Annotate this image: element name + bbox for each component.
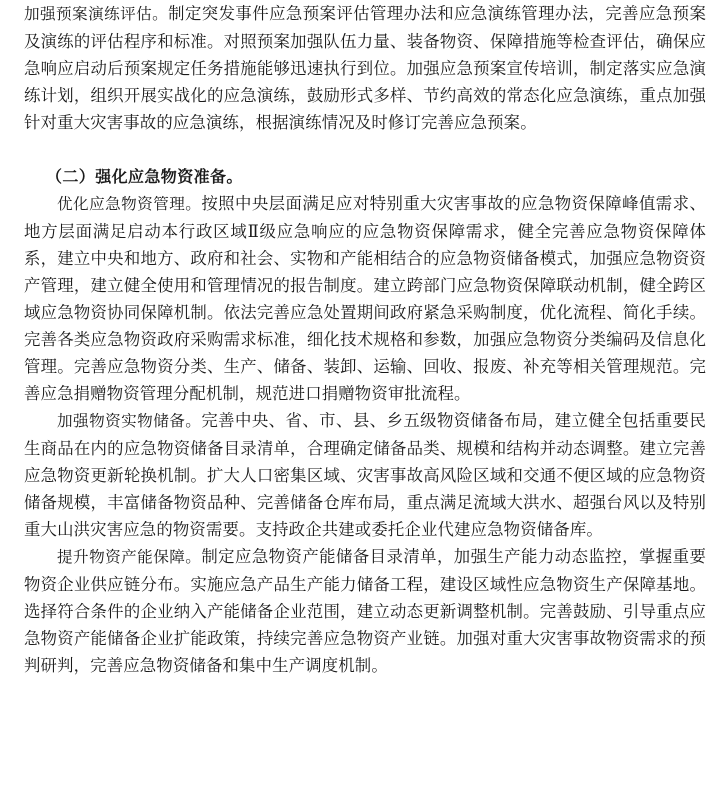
paragraph-capacity-guarantee (24, 543, 706, 679)
paragraph-body: 制定应急物资产能储备目录清单，加强生产能力动态监控，掌握重要物资企业供应链分布。实施应急产品生产能力储备工程，建设区域性应急物资生产保障基地。选择符合条件的企业纳入产能储备企业范围，建立动态更新调整机制。完善鼓励、引导重点应急物资产能储备企业扩能政策，持续完善应急物资产业链。加强对重大灾害事故物资需求的预判研判，完善应急物资储备和集中生产调度机制。 (24, 547, 706, 675)
document-page (24, 0, 706, 679)
paragraph-optimize-materials-management (24, 190, 706, 407)
paragraph-body: 制定突发事件应急预案评估管理办法和应急演练管理办法，完善应急预案及演练的评估程序和标准。对照预案加强队伍力量、装备物资、保障措施等检查评估，确保应急响应启动后预案规定任务措施能够迅速执行到位。加强应急预案宣传培训，制定落实应急演练计划，组织开展实战化的应急演练，鼓励形式多样、节约高效的常态化应急演练，重点加强针对重大灾害事故的应急演练，根据演练情况及时修订完善应急预案。 (24, 4, 706, 132)
paragraph-lead: 加强预案演练评估。 (24, 5, 169, 23)
paragraph-lead: 优化应急物资管理。 (57, 195, 202, 213)
paragraph-body: 按照中央层面满足应对特别重大灾害事故的应急物资保障峰值需求、地方层面满足启动本行政区域Ⅱ级应急响应的应急物资保障需求，健全完善应急物资保障体系，建立中央和地方、政府和社会、实物和产能相结合的应急物资储备模式，加强应急物资资产管理，建立健全使用和管理情况的报告制度。建立跨部门应急物资保障联动机制，健全跨区域应急物资协同保障机制。依法完善应急处置期间政府紧急采购制度，优化流程、简化手续。完善各类应急物资政府采购需求标准，细化技术规格和参数，加强应急物资分类编码及信息化管理。完善应急物资分类、生产、储备、装卸、运输、回收、报废、补充等相关管理规范。完善应急捐赠物资管理分配机制，规范进口捐赠物资审批流程。 (24, 194, 706, 403)
paragraph-lead: 提升物资产能保障。 (57, 548, 202, 566)
section-heading: （二）强化应急物资准备。 (46, 167, 243, 186)
paragraph-plan-drill-evaluation (24, 0, 706, 136)
paragraph-lead: 加强物资实物储备。 (57, 412, 202, 430)
paragraph-physical-reserves (24, 407, 706, 543)
paragraph-body: 完善中央、省、市、县、乡五级物资储备布局，建立健全包括重要民生商品在内的应急物资储备目录清单，合理确定储备品类、规模和结构并动态调整。建立完善应急物资更新轮换机制。扩大人口密集区域、灾害事故高风险区域和交通不便区域的应急物资储备规模，丰富储备物资品种、完善储备仓库布局，重点满足流域大洪水、超强台风以及特别重大山洪灾害应急的物资需要。支持政企共建或委托企业代建应急物资储备库。 (24, 411, 706, 539)
